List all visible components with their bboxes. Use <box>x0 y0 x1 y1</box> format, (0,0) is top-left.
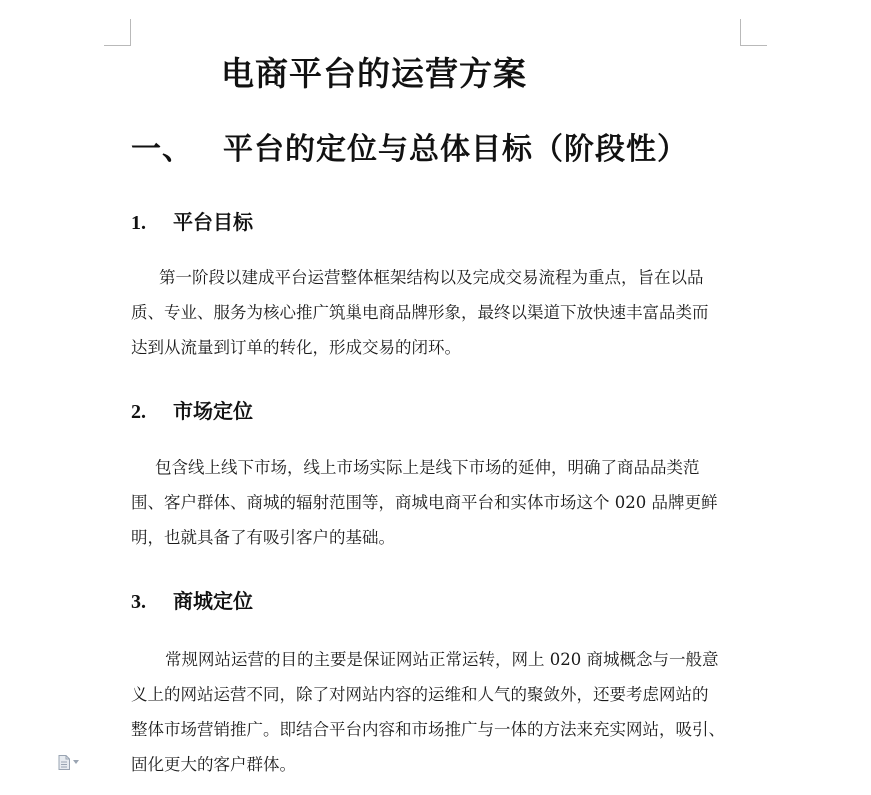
paragraph-line: 明，也就具备了有吸引客户的基础。 <box>131 528 395 547</box>
paragraph-line: 第一阶段以建成平台运营整体框架结构以及完成交易流程为重点，旨在以品 <box>159 268 704 287</box>
paragraph-line: 包含线上线下市场，线上市场实际上是线下市场的延伸，明确了商品品类范 <box>155 458 700 477</box>
subsection-number: 1. <box>131 212 146 234</box>
crop-mark-top-left <box>104 19 131 46</box>
subsection-number: 3. <box>131 591 146 613</box>
section-heading-1 <box>131 124 688 168</box>
paragraph-line: 围、客户群体、商城的辐射范围等，商城电商平台和实体市场这个 020 品牌更鲜 <box>131 493 718 512</box>
document-page-icon <box>58 755 70 770</box>
subsection-heading-3 <box>131 585 253 614</box>
paste-options-button[interactable] <box>58 754 84 770</box>
paragraph-line: 整体市场营销推广。即结合平台内容和市场推广与一体的方法来充实网站，吸引、 <box>131 720 725 739</box>
document-title: 电商平台的运营方案 <box>221 54 527 93</box>
paragraph-line: 义上的网站运营不同，除了对网站内容的运维和人气的聚敛外，还要考虑网站的 <box>131 685 709 704</box>
section-title: 平台的定位与总体目标（阶段性） <box>223 132 688 167</box>
chevron-down-icon <box>73 760 79 764</box>
subsection-heading-2 <box>131 395 253 424</box>
crop-mark-top-right <box>740 19 767 46</box>
subsection-title: 平台目标 <box>173 210 253 234</box>
paragraph-mall-positioning <box>131 642 743 782</box>
subsection-heading-1 <box>131 206 253 235</box>
subsection-number: 2. <box>131 401 146 423</box>
paragraph-platform-goal <box>131 260 743 365</box>
paragraph-market-positioning <box>131 450 743 555</box>
paragraph-line: 质、专业、服务为核心推广筑巢电商品牌形象，最终以渠道下放快速丰富品类而 <box>131 303 709 322</box>
paragraph-line: 固化更大的客户群体。 <box>131 755 296 774</box>
subsection-title: 市场定位 <box>173 399 253 423</box>
paragraph-line: 达到从流量到订单的转化，形成交易的闭环。 <box>131 338 461 357</box>
subsection-title: 商城定位 <box>173 589 253 613</box>
paragraph-line: 常规网站运营的目的主要是保证网站正常运转，网上 020 商城概念与一般意 <box>165 650 719 669</box>
section-number: 一、 <box>131 132 193 167</box>
